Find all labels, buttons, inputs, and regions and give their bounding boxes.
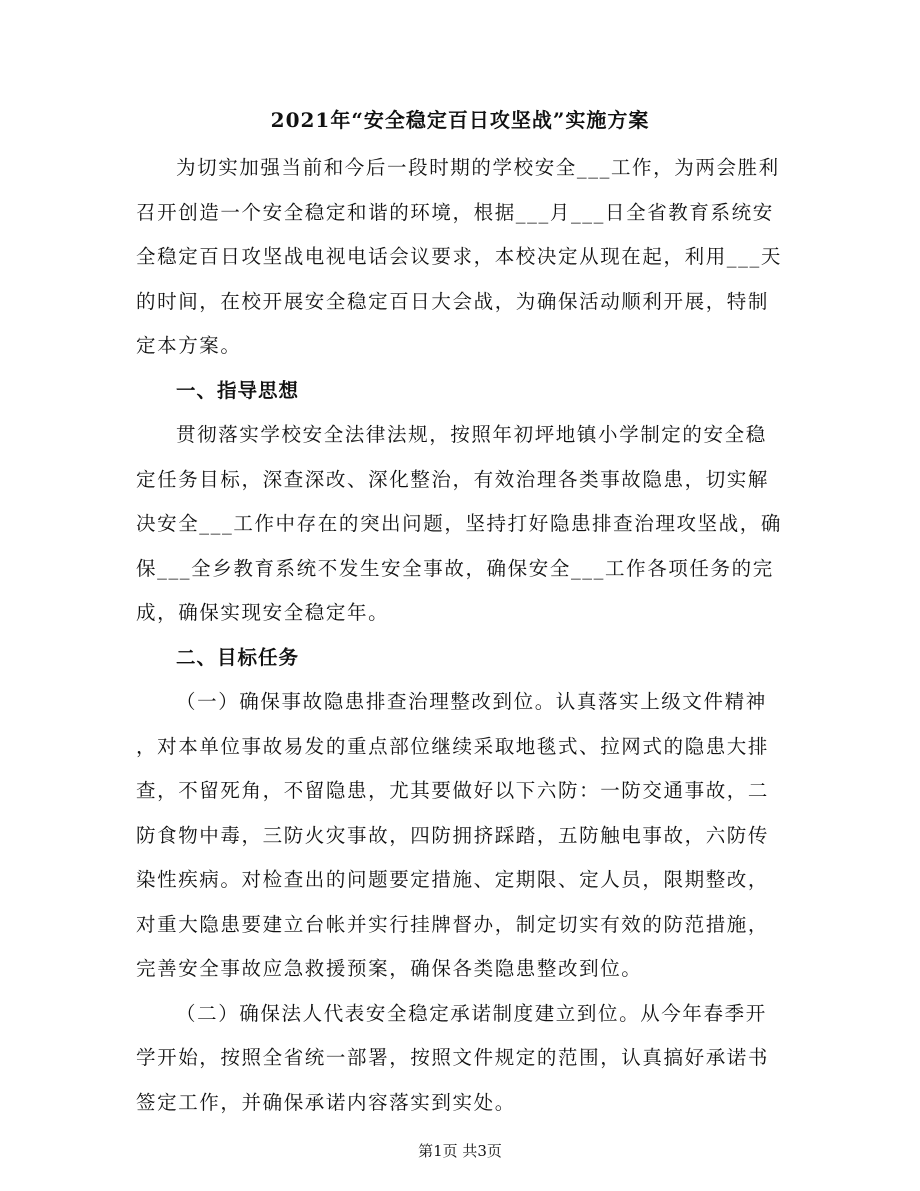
- paragraph-line: 染性疾病。对检查出的问题要定措施、定期限、定人员，限期整改，: [136, 868, 770, 891]
- section-heading: 一、指导思想: [176, 379, 300, 402]
- paragraph-line: （一）确保事故隐患排查治理整改到位。认真落实上级文件精神: [176, 690, 767, 713]
- paragraph-line: 对重大隐患要建立台帐并实行挂牌督办，制定切实有效的防范措施，: [136, 913, 770, 936]
- paragraph-line: 定本方案。: [136, 334, 242, 357]
- document-title: 2021年“安全稳定百日攻坚战”实施方案: [270, 108, 650, 132]
- paragraph-line: 成，确保实现安全稳定年。: [136, 601, 390, 624]
- paragraph-line: 保___全乡教育系统不发生安全事故，确保安全___工作各项任务的完: [136, 557, 774, 580]
- paragraph-line: 为切实加强当前和今后一段时期的学校安全___工作，为两会胜利: [176, 156, 780, 179]
- paragraph-line: 防食物中毒，三防火灾事故，四防拥挤踩踏，五防触电事故，六防传: [136, 824, 770, 847]
- paragraph-line: 学开始，按照全省统一部署，按照文件规定的范围，认真搞好承诺书: [136, 1046, 770, 1069]
- paragraph-line: 完善安全事故应急救援预案，确保各类隐患整改到位。: [136, 957, 643, 980]
- paragraph-line: 贯彻落实学校安全法律法规，按照年初坪地镇小学制定的安全稳: [176, 423, 767, 446]
- paragraph-line: 全稳定百日攻坚战电视电话会议要求，本校决定从现在起，利用___天: [136, 245, 782, 268]
- page-number-footer: 第1页 共3页: [418, 1142, 502, 1160]
- paragraph-line: 签定工作，并确保承诺内容落实到实处。: [136, 1091, 516, 1114]
- paragraph-line: 查，不留死角，不留隐患，尤其要做好以下六防：一防交通事故，二: [136, 779, 770, 802]
- paragraph-line: ，对本单位事故易发的重点部位继续采取地毯式、拉网式的隐患大排: [136, 735, 770, 758]
- paragraph-line: 决安全___工作中存在的突出问题，坚持打好隐患排查治理攻坚战，确: [136, 512, 782, 535]
- paragraph-line: 定任务目标，深查深改、深化整治，有效治理各类事故隐患，切实解: [136, 468, 770, 491]
- paragraph-line: （二）确保法人代表安全稳定承诺制度建立到位。从今年春季开: [176, 1002, 767, 1025]
- section-heading: 二、目标任务: [176, 646, 300, 669]
- paragraph-line: 召开创造一个安全稳定和谐的环境，根据___月___日全省教育系统安: [136, 201, 774, 224]
- paragraph-line: 的时间，在校开展安全稳定百日大会战，为确保活动顺利开展，特制: [136, 290, 770, 313]
